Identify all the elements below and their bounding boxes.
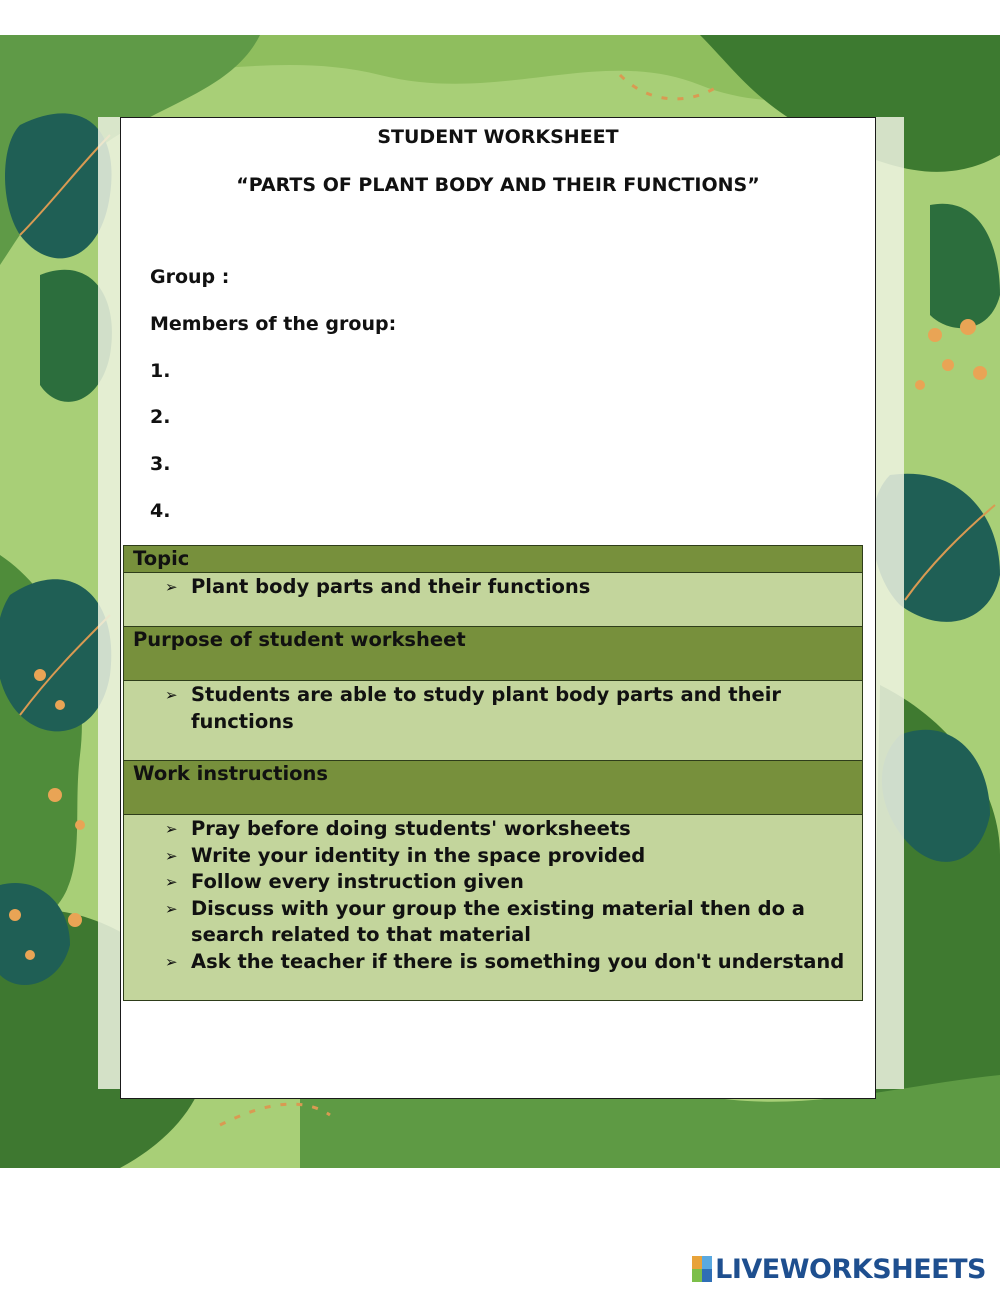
- topic-header: Topic: [124, 546, 863, 573]
- work-instructions-header: Work instructions: [124, 761, 863, 815]
- list-item: [165, 843, 853, 870]
- member-number-4: 4.: [150, 500, 171, 522]
- topic-list: [133, 573, 853, 601]
- list-item: [165, 816, 853, 843]
- list-item-text: Discuss with your group the existing material then do a search related to that material: [191, 896, 805, 946]
- list-item-text: Plant body parts and their functions: [191, 575, 591, 598]
- list-item: [165, 869, 853, 896]
- worksheet-title: STUDENT WORKSHEET: [377, 126, 619, 148]
- worksheet-card: [120, 117, 876, 1099]
- purpose-header: Purpose of student worksheet: [124, 627, 863, 681]
- list-item: [165, 682, 853, 735]
- list-item-text: Write your identity in the space provided: [191, 843, 646, 867]
- group-label: Group :: [150, 266, 230, 288]
- worksheet-subtitle: “PARTS OF PLANT BODY AND THEIR FUNCTIONS”: [236, 174, 760, 196]
- arrow-bullet-icon: ➢: [165, 820, 178, 838]
- member-number-3: 3.: [150, 453, 171, 475]
- liveworksheets-logo[interactable]: [692, 1253, 986, 1285]
- list-item-text: Students are able to study plant body parts and their functions: [191, 683, 781, 733]
- info-table: [123, 545, 863, 1001]
- work-instructions-body: [124, 815, 863, 1001]
- work-instructions-list: [133, 815, 853, 975]
- arrow-bullet-icon: ➢: [165, 686, 178, 704]
- purpose-list: [133, 681, 853, 735]
- arrow-bullet-icon: ➢: [165, 873, 178, 891]
- arrow-bullet-icon: ➢: [165, 578, 178, 596]
- liveworksheets-logo-icon: [692, 1256, 712, 1282]
- arrow-bullet-icon: ➢: [165, 899, 178, 918]
- list-item: [165, 896, 853, 949]
- list-item-text: Pray before doing students' worksheets: [191, 817, 631, 840]
- arrow-bullet-icon: ➢: [165, 846, 178, 865]
- arrow-bullet-icon: ➢: [165, 952, 178, 971]
- list-item: [165, 949, 853, 976]
- purpose-body: [124, 681, 863, 761]
- topic-body: [124, 573, 863, 627]
- member-number-1: 1.: [150, 360, 171, 382]
- logo-text: LIVEWORKSHEETS: [715, 1253, 986, 1285]
- members-label: Members of the group:: [150, 313, 397, 335]
- list-item-text: Follow every instruction given: [191, 870, 524, 893]
- member-number-2: 2.: [150, 406, 171, 428]
- list-item-text: Ask the teacher if there is something you don't understand: [191, 949, 845, 973]
- list-item: [165, 574, 853, 601]
